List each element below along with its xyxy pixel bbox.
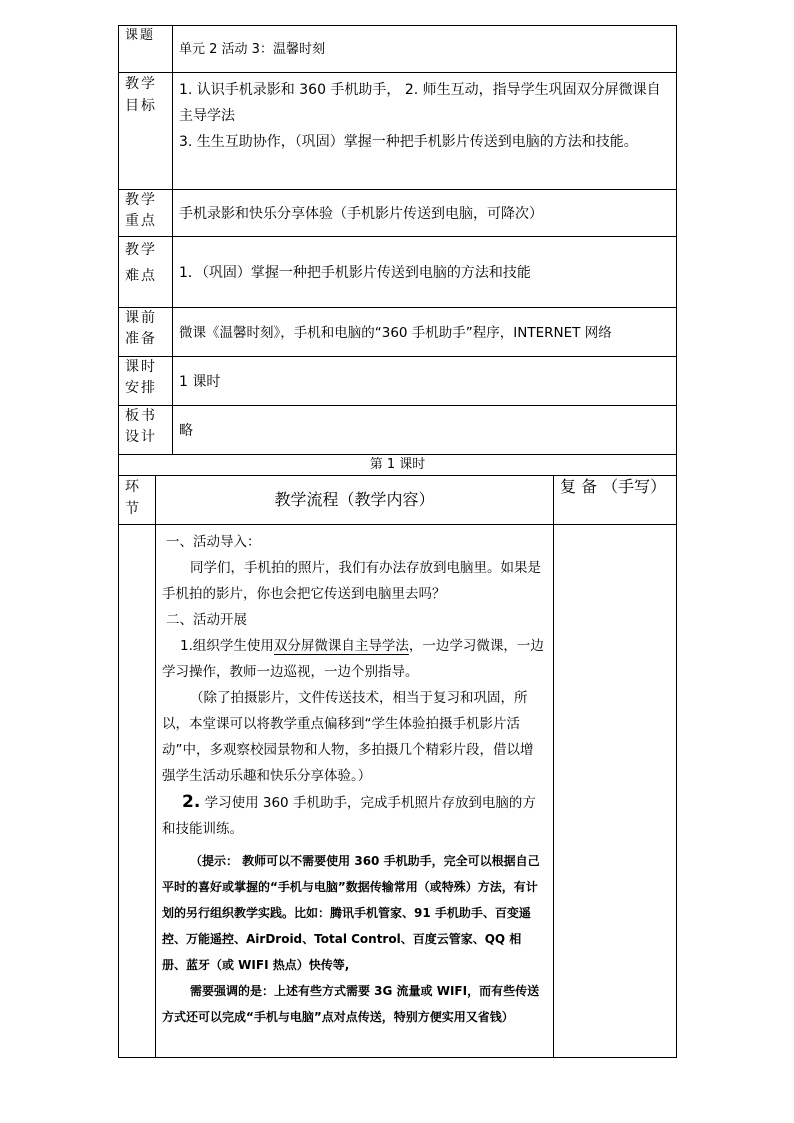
lesson-plan-table <box>118 25 677 476</box>
label-key-points-text: 教学重点 <box>125 192 157 229</box>
label-board-design <box>119 406 173 455</box>
label-difficulties-text: 教学难点 <box>125 242 157 284</box>
value-topic: 单元 2 活动 3：温馨时刻 <box>173 26 677 73</box>
flow-content <box>156 525 554 1058</box>
tip-paragraph-1: （提示： 教师可以不需要使用 360 手机助手，完全可以根据自己平时的喜好或掌握的“手机与电脑”数据传输常用（或特殊）方法，有计划的另行组织教学实践。比如：腾讯手机管家、91 手机助手、百变遥控、万能遥控、AirDroid、Total Control、百度云管家、QQ 相册、蓝牙（或 WIFI 热点）快传等, <box>162 854 540 972</box>
label-goals-text: 教学目标 <box>125 76 157 114</box>
header-step <box>119 476 156 525</box>
label-schedule-text: 课时安排 <box>125 359 157 396</box>
lesson-number: 第 1 课时 <box>119 455 677 476</box>
goal-1-2: 1. 认识手机录影和 360 手机助手， 2. 师生互动，指导学生巩固双分屏微课自主导学法 <box>179 82 661 124</box>
label-schedule <box>119 357 173 406</box>
step-1-pre: 1.组织学生使用 <box>180 638 274 654</box>
step-2-body: 学习使用 360 手机助手，完成手机照片存放到电脑的方和技能训练。 <box>162 795 536 837</box>
step-1-note: （除了拍摄影片，文件传送技术，相当于复习和巩固，所以，本堂课可以将教学重点偏移到“学生体验拍摄手机影片活动”中，多观察校园景物和人物，多拍摄几个精彩片段，借以增强学生活动乐趣和快乐分享体验。） <box>162 690 534 784</box>
label-board-design-text: 板书设计 <box>125 408 157 445</box>
flow-content-row <box>119 525 677 1058</box>
label-goals <box>119 73 173 190</box>
row-difficulties <box>119 237 677 308</box>
label-preparation <box>119 308 173 357</box>
row-goals <box>119 73 677 190</box>
value-goals <box>173 73 677 190</box>
note-cell <box>554 525 677 1058</box>
label-preparation-text: 课前准备 <box>125 310 157 347</box>
row-board-design <box>119 406 677 455</box>
row-schedule <box>119 357 677 406</box>
lesson-plan-page <box>118 25 676 1058</box>
step-cell <box>119 525 156 1058</box>
value-difficulties: 1．（巩固）掌握一种把手机影片传送到电脑的方法和技能 <box>173 237 677 308</box>
flow-table <box>118 475 677 1058</box>
value-preparation: 微课《温馨时刻》，手机和电脑的“360 手机助手”程序，INTERNET 网络 <box>173 308 677 357</box>
header-flow: 教学流程（教学内容） <box>156 476 554 525</box>
goal-3: 3. 生生互助协作，（巩固）掌握一种把手机影片传送到电脑的方法和技能。 <box>179 134 638 150</box>
label-topic <box>119 26 173 73</box>
row-preparation <box>119 308 677 357</box>
step-1-text <box>162 633 545 685</box>
step-2-text <box>162 789 545 842</box>
section-2-title: 二、活动开展 <box>166 612 247 628</box>
tip-paragraph-2: 需要强调的是：上述有些方式需要 3G 流量或 WIFI，而有些传送方式还可以完成“手机与电脑”点对点传送，特别方便实用又省钱） <box>162 984 540 1024</box>
label-key-points <box>119 190 173 237</box>
step-1-post: ，一边学习微课，一边学习操作，教师一边巡视，一边个别指导。 <box>162 638 544 680</box>
row-key-points <box>119 190 677 237</box>
value-key-points: 手机录影和快乐分享体验（手机影片传送到电脑，可降次） <box>173 190 677 237</box>
header-step-text: 环节 <box>125 479 139 517</box>
step-1-method: 双分屏微课自主导学法 <box>273 638 409 654</box>
flow-header-row <box>119 476 677 525</box>
value-board-design: 略 <box>173 406 677 455</box>
label-difficulties <box>119 237 173 308</box>
row-lesson-number <box>119 455 677 476</box>
section-1-text: 同学们，手机拍的照片，我们有办法存放到电脑里。如果是手机拍的影片，你也会把它传送到电脑里去吗？ <box>162 560 541 602</box>
label-topic-text: 课题 <box>125 28 156 43</box>
section-1-title: 一、活动导入： <box>166 534 261 550</box>
step-2-number: 2. <box>182 792 201 812</box>
header-note: 复 备 （手写） <box>554 476 677 525</box>
row-topic <box>119 26 677 73</box>
value-schedule: 1 课时 <box>173 357 677 406</box>
